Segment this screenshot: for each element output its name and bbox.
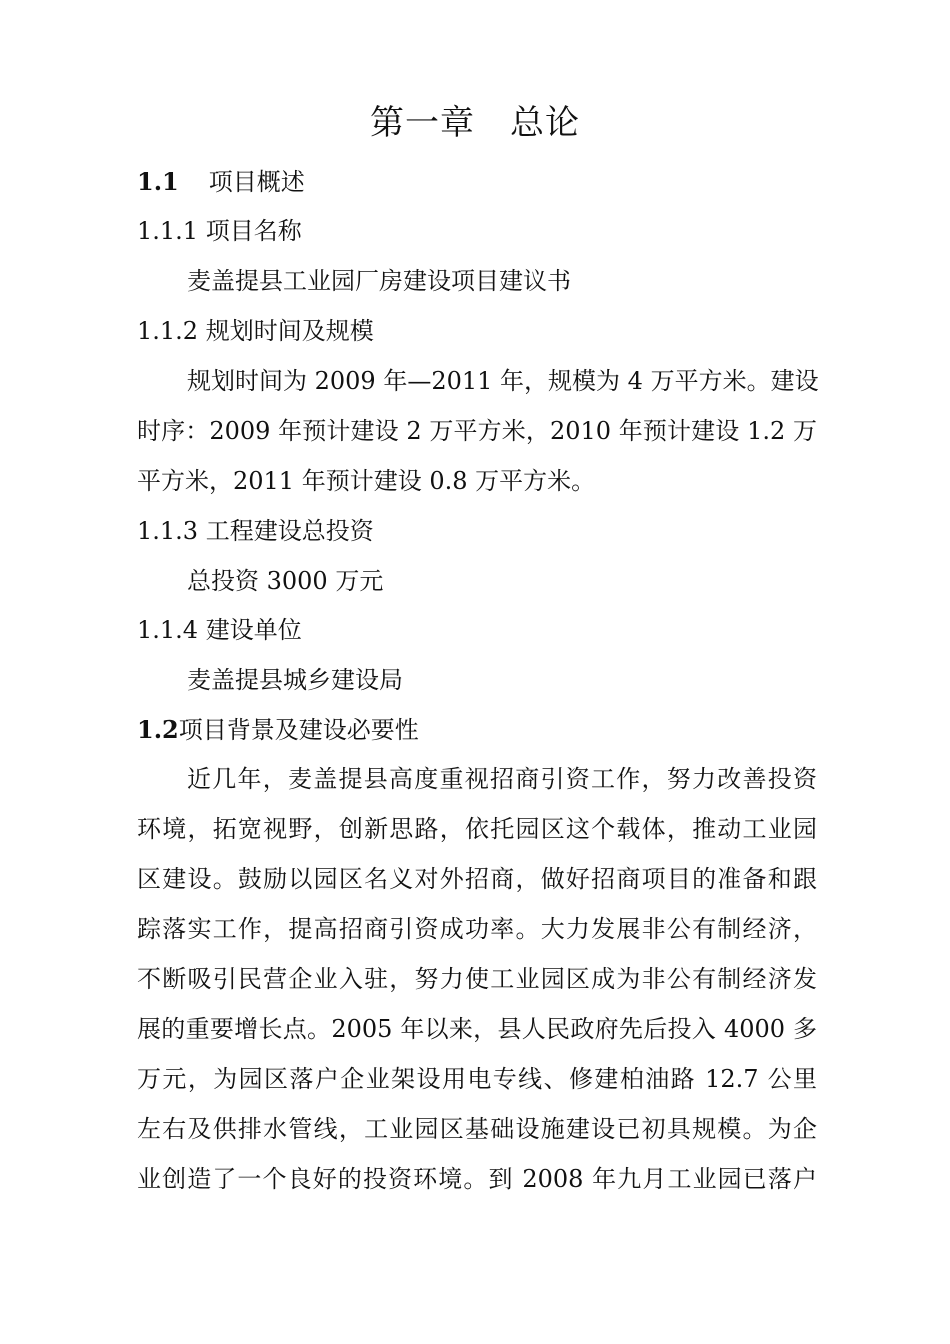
- paragraph-line: 规划时间为 2009 年—2011 年，规模为 4 万平方米。建设: [187, 367, 819, 395]
- subsection-heading-1-1-1: 1.1.1 项目名称: [137, 217, 302, 245]
- paragraph-line: 踪落实工作，提高招商引资成功率。大力发展非公有制经济，: [137, 915, 817, 943]
- paragraph-line: 左右及供排水管线，工业园区基础设施建设已初具规模。为企: [137, 1115, 817, 1143]
- subsection-heading-1-1-3: 1.1.3 工程建设总投资: [137, 517, 374, 545]
- paragraph-line: 环境，拓宽视野，创新思路，依托园区这个载体，推动工业园: [137, 815, 817, 843]
- paragraph-line: 不断吸引民营企业入驻，努力使工业园区成为非公有制经济发: [137, 965, 817, 993]
- paragraph-investment: 总投资 3000 万元: [187, 567, 384, 595]
- section-heading-1-2: [137, 710, 817, 750]
- section-title: 项目概述: [208, 168, 305, 196]
- paragraph-line: 近几年，麦盖提县高度重视招商引资工作，努力改善投资: [187, 765, 817, 793]
- section-title: 项目背景及建设必要性: [178, 716, 419, 744]
- subsection-heading-1-1-4: 1.1.4 建设单位: [137, 616, 302, 644]
- section-heading-1-1: [137, 162, 817, 202]
- paragraph-line: 平方米，2011 年预计建设 0.8 万平方米。: [137, 467, 596, 495]
- paragraph-project-name: 麦盖提县工业园厂房建设项目建议书: [187, 267, 571, 295]
- subsection-heading-1-1-2: 1.1.2 规划时间及规模: [137, 317, 374, 345]
- paragraph-line: 业创造了一个良好的投资环境。到 2008 年九月工业园已落户: [137, 1165, 817, 1193]
- paragraph-line: 区建设。鼓励以园区名义对外招商，做好招商项目的准备和跟: [137, 865, 817, 893]
- paragraph-line: 时序：2009 年预计建设 2 万平方米，2010 年预计建设 1.2 万: [137, 417, 817, 445]
- paragraph-line: 万元，为园区落户企业架设用电专线、修建柏油路 12.7 公里: [137, 1065, 817, 1093]
- chapter-title: 第一章 总论: [370, 103, 580, 143]
- paragraph-line: 展的重要增长点。2005 年以来，县人民政府先后投入 4000 多: [137, 1015, 817, 1043]
- section-number: 1.2: [137, 715, 179, 744]
- section-number: 1.1: [137, 167, 179, 196]
- paragraph-builder: 麦盖提县城乡建设局: [187, 666, 403, 694]
